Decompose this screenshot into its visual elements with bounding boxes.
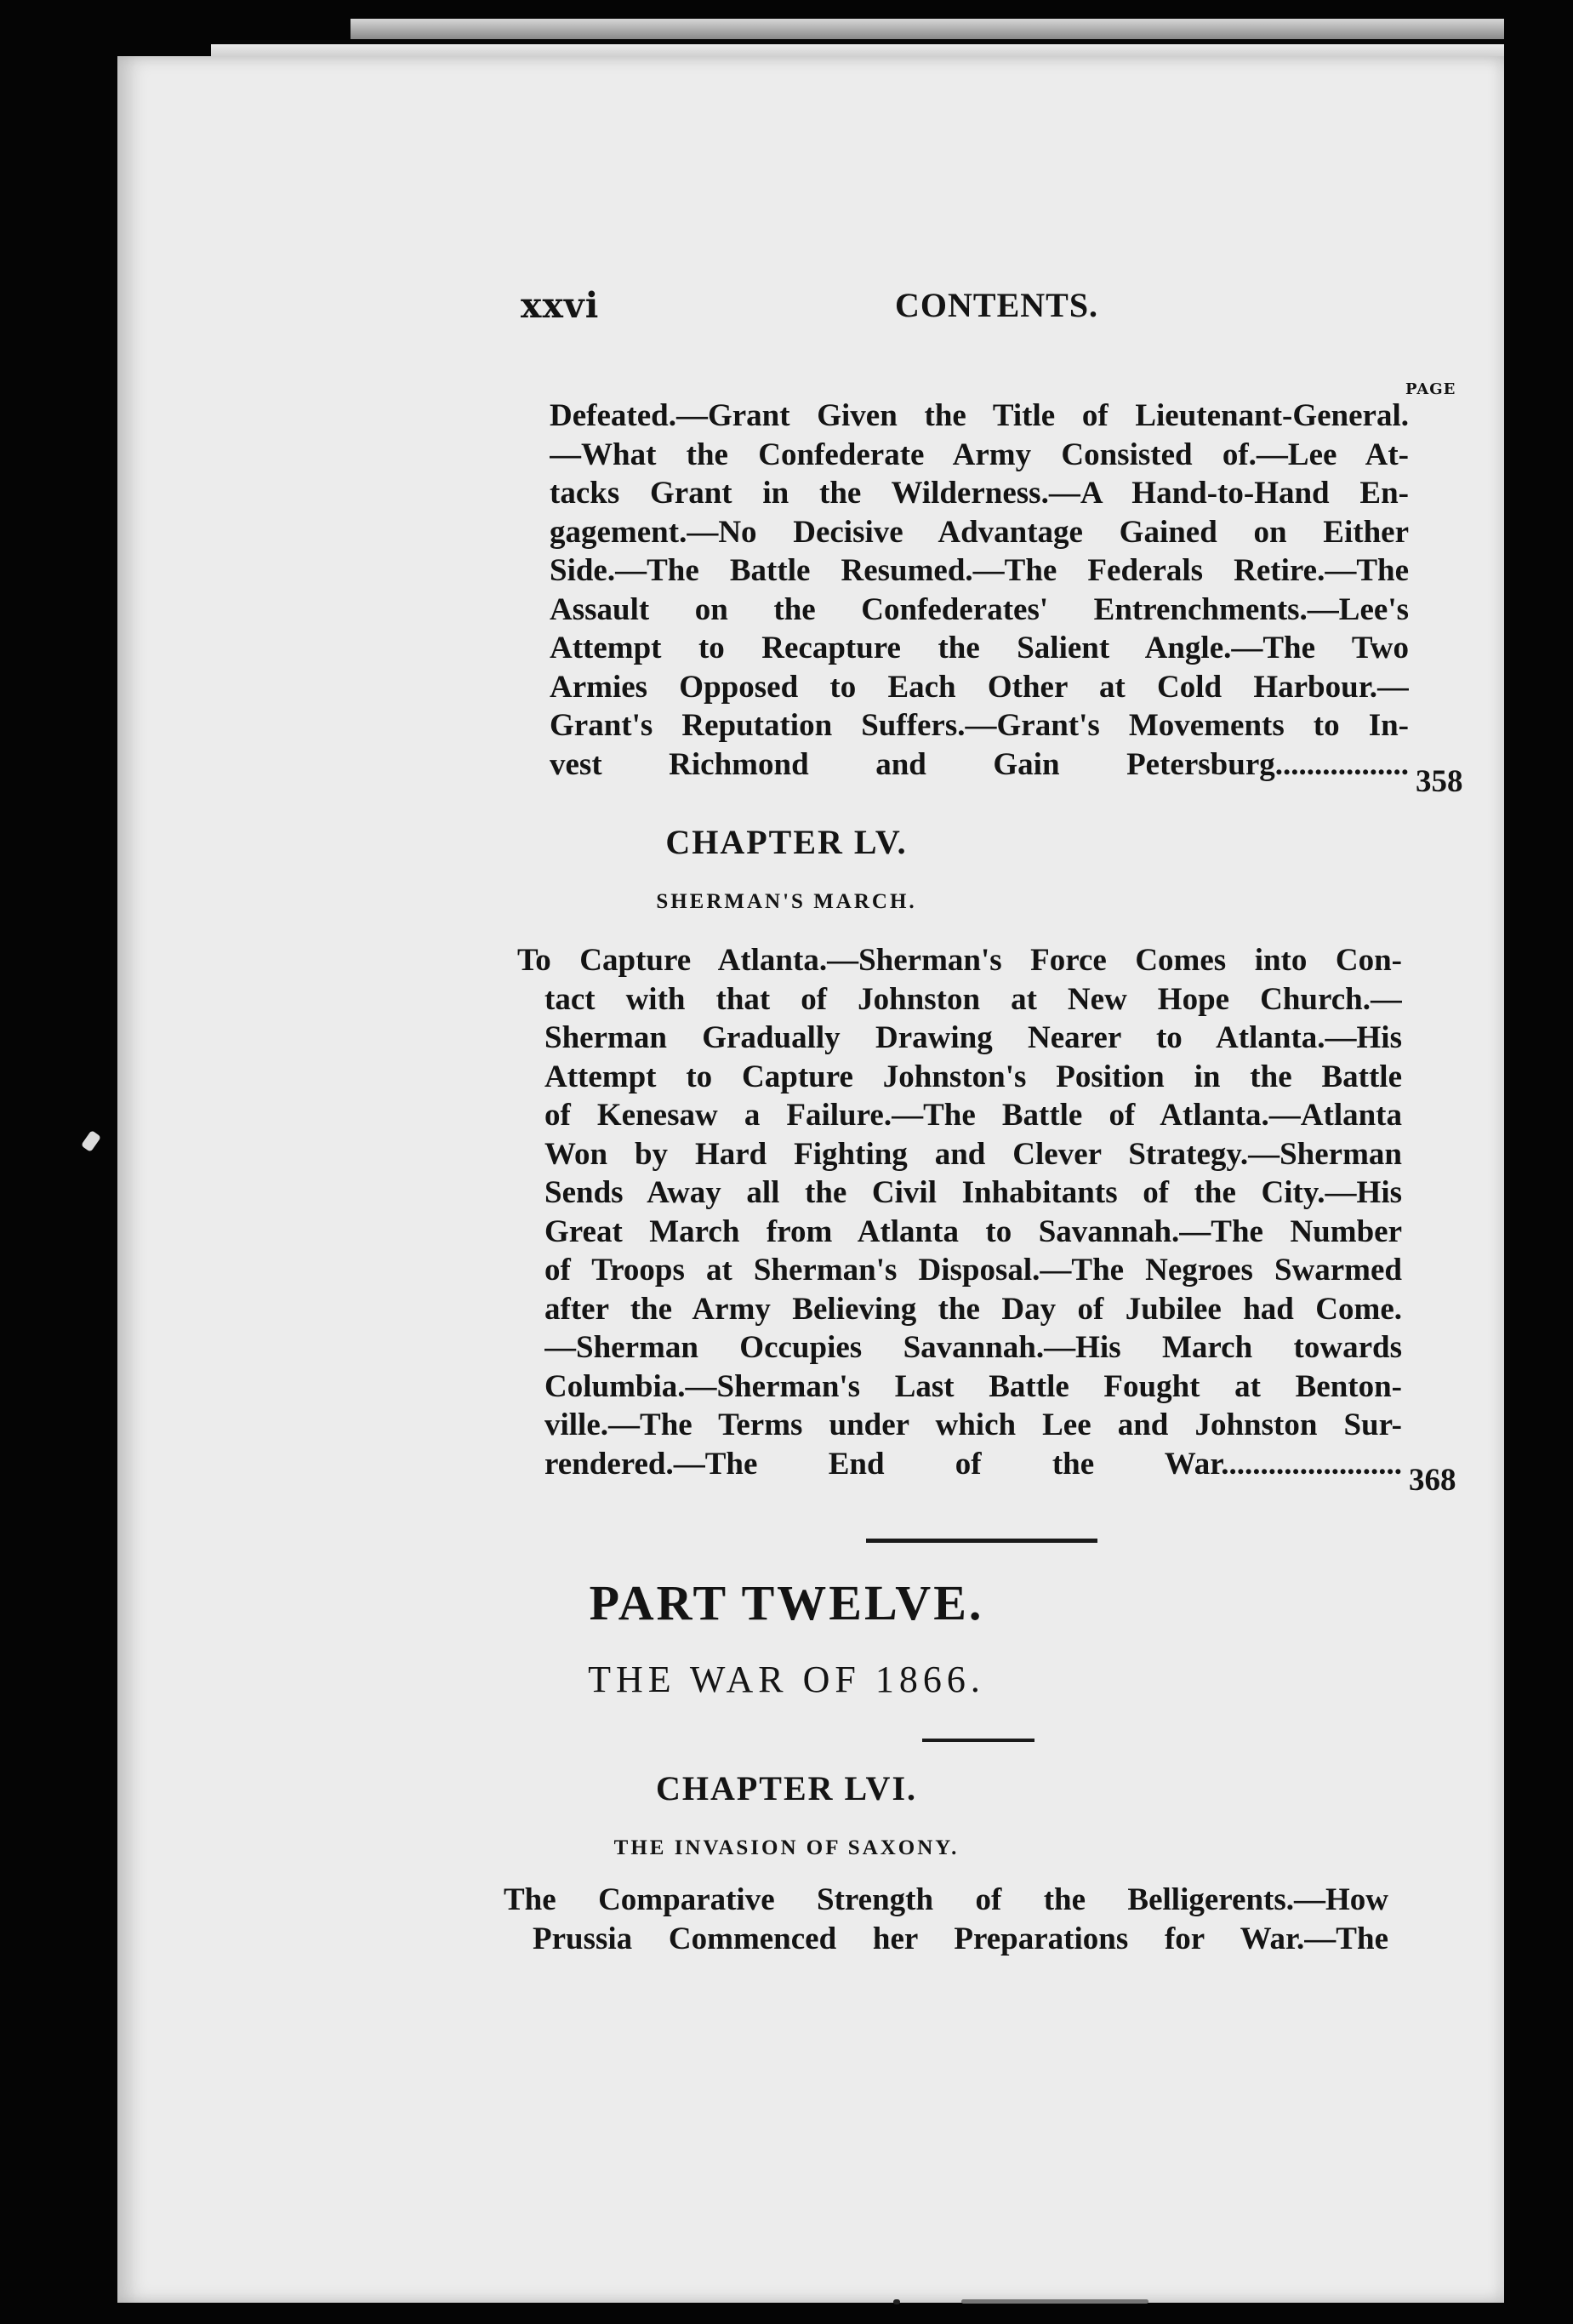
section-divider <box>866 1539 1097 1543</box>
summary-line: Side.—The Battle Resumed.—The Federals Retire.—The <box>550 553 1409 588</box>
page-number: xxvi <box>521 285 600 326</box>
summary-line: of Troops at Sherman's Disposal.—The Negroes Swarmed <box>544 1253 1402 1288</box>
chapter-summary <box>517 941 1402 1483</box>
summary-line: —Sherman Occupies Savannah.—His March towards <box>544 1330 1402 1365</box>
summary-line: tact with that of Johnston at New Hope Church.— <box>544 981 1402 1017</box>
summary-line: Prussia Commenced her Preparations for War.—The <box>533 1921 1388 1956</box>
scan-edge-top <box>351 19 1516 39</box>
scan-border <box>1504 0 1573 2324</box>
part-subtitle: THE WAR OF 1866. <box>588 1659 985 1700</box>
summary-line: Armies Opposed to Each Other at Cold Harbour.— <box>550 669 1409 705</box>
chapter-title: CHAPTER LV. <box>665 823 908 861</box>
chapter-summary <box>504 1881 1388 1958</box>
summary-line: The Comparative Strength of the Belligerents.—How <box>504 1882 1388 1917</box>
chapter-subtitle: SHERMAN'S MARCH. <box>656 890 917 913</box>
summary-line: rendered.—The End of the War....................... <box>544 1446 1402 1482</box>
summary-line: Grant's Reputation Suffers.—Grant's Movements to In- <box>550 708 1409 743</box>
summary-line: Attempt to Recapture the Salient Angle.—The Two <box>550 631 1409 665</box>
running-head <box>521 285 1482 336</box>
summary-line: Won by Hard Fighting and Clever Strategy.—Sherman <box>544 1136 1402 1172</box>
summary-line: after the Army Believing the Day of Jubilee had Come. <box>544 1291 1402 1327</box>
summary-line: Columbia.—Sherman's Last Battle Fought at Benton- <box>544 1368 1402 1404</box>
part-title: PART TWELVE. <box>589 1575 984 1630</box>
summary-line: —What the Confederate Army Consisted of.—Lee At- <box>550 437 1409 472</box>
summary-line: tacks Grant in the Wilderness.—A Hand-to-Hand En- <box>550 476 1409 511</box>
short-divider <box>922 1739 1034 1742</box>
page-ref: 358 <box>1416 764 1463 799</box>
summary-line: of Kenesaw a Failure.—The Battle of Atlanta.—Atlanta <box>544 1098 1402 1133</box>
page-title: CONTENTS. <box>895 286 1099 324</box>
page-column-label: PAGE <box>1405 380 1456 398</box>
summary-line: Attempt to Capture Johnston's Position in the Battle <box>544 1059 1402 1094</box>
summary-line: Sherman Gradually Drawing Nearer to Atlanta.—His <box>544 1020 1402 1055</box>
summary-line: To Capture Atlanta.—Sherman's Force Comes into Con- <box>517 943 1402 978</box>
summary-line: ville.—The Terms under which Lee and Johnston Sur- <box>544 1408 1402 1442</box>
chapter-title: CHAPTER LVI. <box>655 1769 918 1807</box>
continuation-summary <box>550 397 1409 784</box>
summary-line: gagement.—No Decisive Advantage Gained on Either <box>550 514 1409 550</box>
ink-mark <box>81 1130 101 1152</box>
ink-mark <box>893 2299 900 2304</box>
page-ref: 368 <box>1409 1463 1456 1498</box>
summary-line: Defeated.—Grant Given the Title of Lieutenant-General. <box>550 398 1409 433</box>
chapter-subtitle: THE INVASION OF SAXONY. <box>613 1836 960 1859</box>
ink-mark <box>961 2299 1148 2304</box>
summary-line: Assault on the Confederates' Entrenchments.—Lee's <box>550 591 1409 627</box>
summary-line: Sends Away all the Civil Inhabitants of the City.—His <box>544 1175 1402 1210</box>
summary-line: Great March from Atlanta to Savannah.—The Number <box>544 1213 1402 1249</box>
summary-line: vest Richmond and Gain Petersburg................. <box>550 746 1409 782</box>
